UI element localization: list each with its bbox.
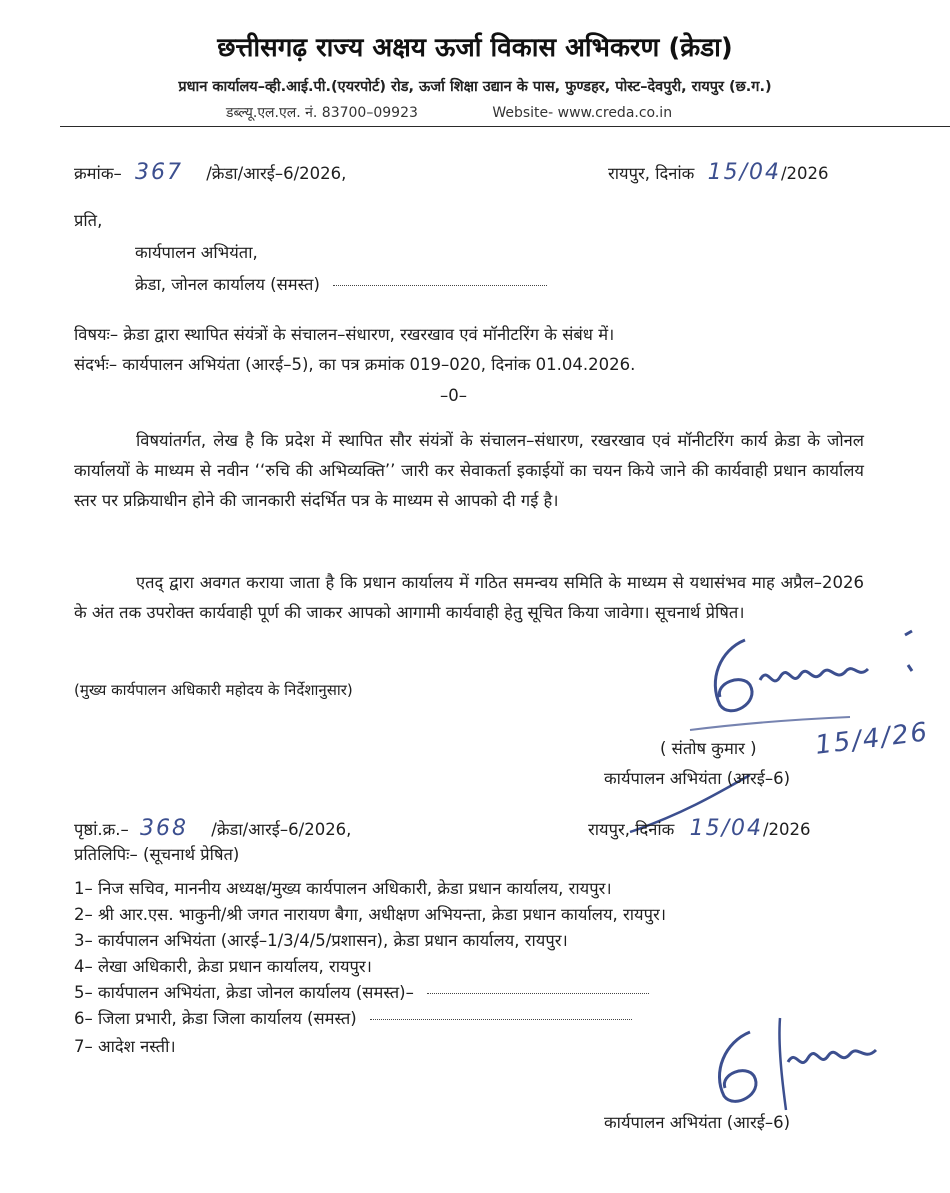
copy-item-7: 7– आदेश नस्ती। [74,1037,176,1056]
copy-date-year: /2026 [763,820,811,839]
copy-ref-number-handwritten: 368 [140,816,189,841]
signature-2 [700,1010,900,1120]
copy-date-handwritten: 15/04 [689,816,763,841]
copy-signatory-designation: कार्यपालन अभियंता (आरई–6) [604,1113,791,1132]
recipient-line2 [135,272,547,295]
blank-dotted-line [370,1019,632,1020]
ref-suffix: /क्रेडा/आरई–6/2026, [206,164,347,183]
copy-item-5-text: 5– कार्यपालन अभियंता, क्रेडा जोनल कार्यालय (समस्त)– [74,983,414,1002]
letterhead-address: प्रधान कार्यालय–व्ही.आई.पी.(एयरपोर्ट) रोड, ऊर्जा शिक्षा उद्यान के पास, फुण्डहर, पोस्ट–देवपुरी, रायपुर (छ.ग.) [178,79,772,95]
signature-date-handwritten: 15/4/26 [813,717,931,761]
copy-item-3: 3– कार्यपालन अभियंता (आरई–1/3/4/5/प्रशासन), क्रेडा प्रधान कार्यालय, रायपुर। [74,931,568,950]
body-paragraph-1: विषयांतर्गत, लेख है कि प्रदेश में स्थापित सौर संयंत्रों के संचालन–संधारण, रखरखाव एवं मॉनीटरिंग कार्य क्रेडा के जोनल कार्यालयों के माध्यम से नवीन ‘‘रुचि की अभिव्यक्ति’’ जारी कर सेवाकर्ता इकाईयों का चयन किये जाने की कार्यवाही प्रधान कार्यालय स्तर पर प्रक्रियाधीन होने की जानकारी संदर्भित पत्र के माध्यम से आपको दी गई है। [74,431,864,510]
instruction-note: (मुख्य कार्यपालन अधिकारी महोदय के निर्देशानुसार) [74,681,353,699]
recipient-line1: कार्यपालन अभियंता, [135,243,258,262]
date-year: /2026 [781,164,829,183]
copy-item-6 [74,1006,632,1029]
copy-reference [74,816,351,841]
blank-dotted-line [427,993,649,994]
date-handwritten: 15/04 [707,160,781,185]
reference-line: संदर्भः– कार्यपालन अभियंता (आरई–5), का पत्र क्रमांक 019–020, दिनांक 01.04.2026. [74,355,636,374]
copy-ref-prefix: पृष्ठां.क्र.– [74,820,129,839]
copy-heading: प्रतिलिपिः– (सूचनार्थ प्रेषित) [74,845,240,864]
separator: –0– [440,386,467,405]
signatory-designation: कार्यपालन अभियंता (आरई–6) [604,769,791,788]
copy-date-prefix: रायपुर, दिनांक [588,820,675,839]
letterhead-phone: डब्ल्यू.एल.एल. नं. 83700–09923 [226,105,418,121]
ref-prefix: क्रमांक– [74,164,122,183]
subject-line: विषयः– क्रेडा द्वारा स्थापित संयंत्रों के संचालन–संधारण, रखरखाव एवं मॉनीटरिंग के संबंध में। [74,325,615,344]
copy-item-5 [74,980,649,1003]
letter-reference [74,160,346,185]
letterhead-website: Website- www.creda.co.in [492,105,673,121]
organization-name: छत्तीसगढ़ राज्य अक्षय ऊर्जा विकास अभिकरण (क्रेडा) [217,33,733,63]
recipient-office: क्रेडा, जोनल कार्यालय (समस्त) [135,275,320,294]
copy-item-6-text: 6– जिला प्रभारी, क्रेडा जिला कार्यालय (समस्त) [74,1009,357,1028]
blank-dotted-line [333,285,547,286]
copy-ref-suffix: /क्रेडा/आरई–6/2026, [211,820,352,839]
letter-date [608,160,829,185]
body-paragraph-2: एतद् द्वारा अवगत कराया जाता है कि प्रधान कार्यालय में गठित समन्वय समिति के माध्यम से यथासंभव माह अप्रैल–2026 के अंत तक उपरोक्त कार्यवाही पूर्ण की जाकर आपको आगामी कार्यवाही हेतु सूचित किया जावेगा। सूचनार्थ प्रेषित। [74,573,864,622]
to-label: प्रति, [74,211,103,230]
letterhead-contact [226,103,672,122]
date-prefix: रायपुर, दिनांक [608,164,695,183]
copy-item-1: 1– निज सचिव, माननीय अध्यक्ष/मुख्य कार्यपालन अधिकारी, क्रेडा प्रधान कार्यालय, रायपुर। [74,879,612,898]
letterhead-divider [60,126,950,127]
copy-item-4: 4– लेखा अधिकारी, क्रेडा प्रधान कार्यालय, रायपुर। [74,957,372,976]
copy-item-2: 2– श्री आर.एस. भाकुनी/श्री जगत नारायण बैगा, अधीक्षण अभियन्ता, क्रेडा प्रधान कार्यालय, रायपुर। [74,905,666,924]
signatory-name: ( संतोष कुमार ) [660,739,757,758]
copy-date [588,816,811,841]
ref-number-handwritten: 367 [135,160,183,185]
